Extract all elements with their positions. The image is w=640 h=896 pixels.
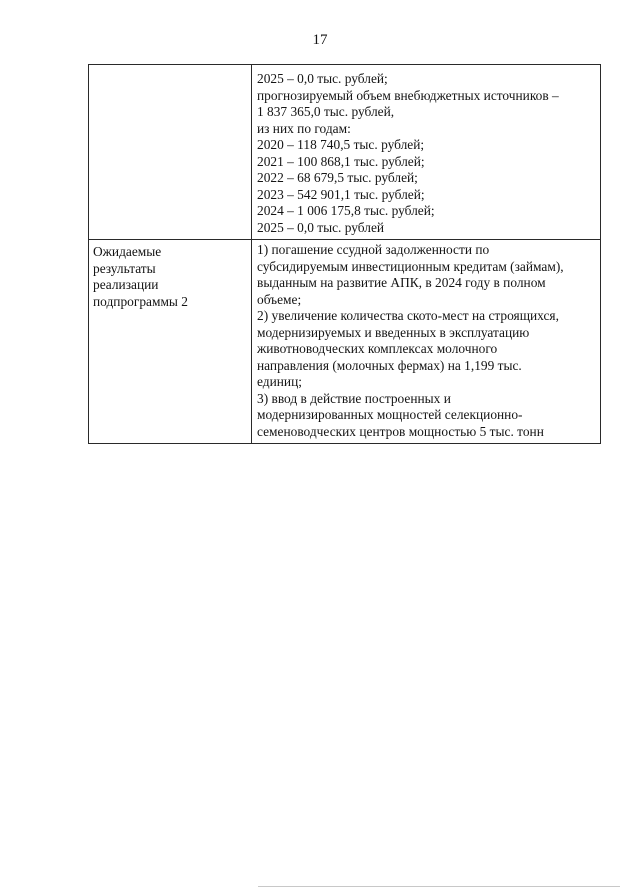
result-line: направления (молочных фермах) на 1,199 тыс.	[257, 357, 522, 373]
result-line: модернизированных мощностей селекционно-	[257, 407, 523, 422]
funding-line: 1 837 365,0 тыс. рублей,	[257, 104, 395, 119]
result-line: выданным на развитие АПК, в 2024 году в полном	[257, 275, 546, 290]
scan-edge-rule	[258, 886, 620, 887]
expected-results-label	[89, 240, 252, 444]
label-line: Ожидаемые	[93, 244, 162, 259]
result-line: субсидируемым инвестиционным кредитам (займам),	[257, 258, 564, 274]
result-line: животноводческих комплексах молочного	[257, 341, 498, 356]
program-table	[88, 64, 601, 444]
funding-line: из них по годам:	[257, 120, 351, 136]
result-line: модернизируемых и введенных в эксплуатацию	[257, 324, 530, 340]
funding-line: 2025 – 0,0 тыс. рублей	[257, 219, 385, 235]
label-line: подпрограммы 2	[93, 293, 188, 309]
funding-details-cell	[252, 65, 601, 240]
funding-line: 2021 – 100 868,1 тыс. рублей;	[257, 153, 425, 169]
table-row-funding	[89, 65, 601, 240]
label-line: результаты	[93, 260, 156, 276]
funding-line: 2025 – 0,0 тыс. рублей;	[257, 71, 388, 86]
funding-line: 2022 – 68 679,5 тыс. рублей;	[257, 170, 418, 185]
funding-line: 2024 – 1 006 175,8 тыс. рублей;	[257, 203, 435, 218]
label-line: реализации	[93, 277, 159, 292]
result-line: объеме;	[257, 291, 302, 307]
expected-results-cell	[252, 240, 601, 444]
funding-line: 2020 – 118 740,5 тыс. рублей;	[257, 137, 425, 152]
table-row-expected-results	[89, 240, 601, 444]
funding-line: прогнозируемый объем внебюджетных источников –	[257, 87, 559, 103]
result-line: 1) погашение ссудной задолженности по	[257, 242, 490, 257]
page-number: 17	[312, 32, 328, 48]
row-label-empty	[89, 65, 252, 240]
result-line: семеноводческих центров мощностью 5 тыс. тонн	[257, 423, 544, 439]
result-line: 2) увеличение количества ското-мест на строящихся,	[257, 308, 559, 323]
result-line: единиц;	[257, 374, 302, 389]
funding-line: 2023 – 542 901,1 тыс. рублей;	[257, 186, 425, 202]
result-line: 3) ввод в действие построенных и	[257, 390, 451, 406]
